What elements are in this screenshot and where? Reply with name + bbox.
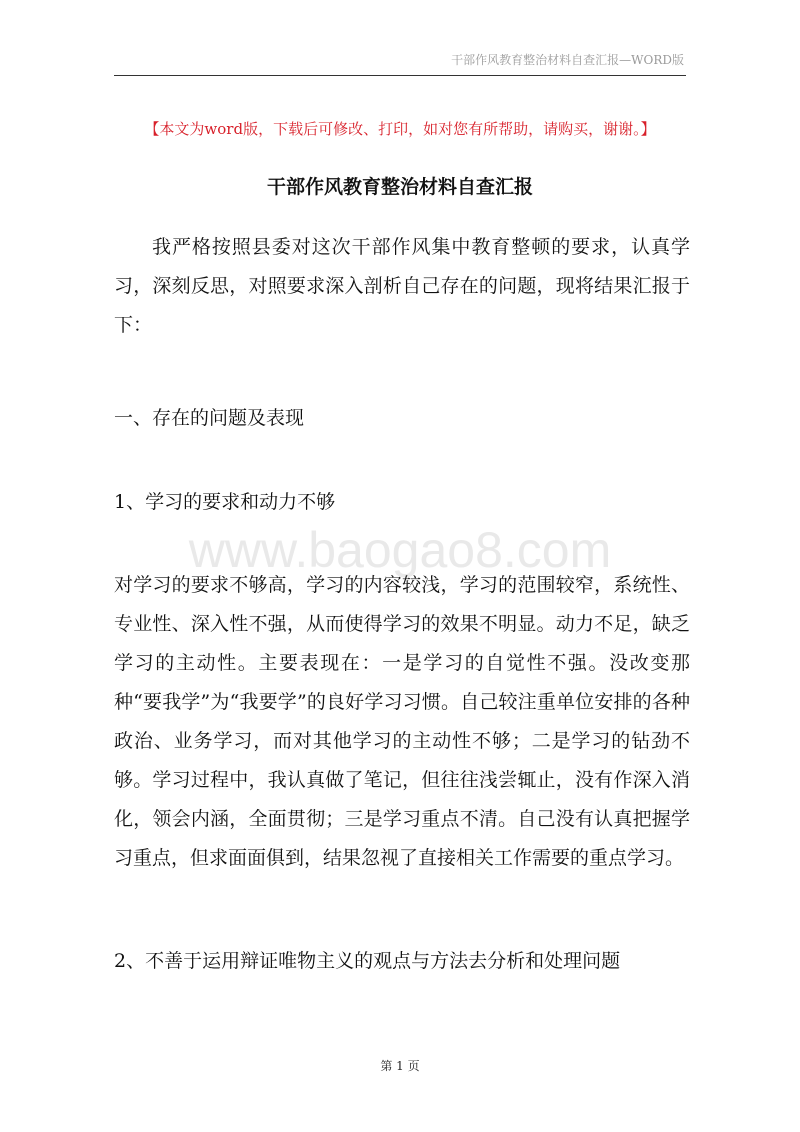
document-title: 干部作风教育整治材料自查汇报 bbox=[266, 176, 533, 198]
watermark: www.baogao8.com bbox=[188, 522, 612, 578]
intro-paragraph: 我严格按照县委对这次干部作风集中教育整顿的要求，认真学习，深刻反思，对照要求深入剖析自己存在的问题，现将结果汇报于下： bbox=[114, 236, 690, 336]
purchase-notice: 【本文为word版，下载后可修改、打印，如对您有所帮助，请购买，谢谢。】 bbox=[144, 120, 656, 138]
section-heading-problems: 一、存在的问题及表现 bbox=[114, 407, 305, 429]
page-number: 第 1 页 bbox=[380, 1059, 420, 1073]
header-title: 干部作风教育整治材料自查汇报—WORD版 bbox=[451, 53, 684, 67]
item-1-paragraph: 对学习的要求不够高，学习的内容较浅，学习的范围较窄，系统性、专业性、深入性不强，从而使得学习的效果不明显。动力不足，缺乏学习的主动性。主要表现在：一是学习的自觉性不强。没改变那种“要我学”为“我要学”的良好学习习惯。自己较注重单位安排的各种政治、业务学习，而对其他学习的主动性不够；二是学习的钻劲不够。学习过程中，我认真做了笔记，但往往浅尝辄止，没有作深入消化，领会内涵，全面贯彻；三是学习重点不清。自己没有认真把握学习重点，但求面面俱到，结果忽视了直接相关工作需要的重点学习。 bbox=[114, 574, 690, 869]
header-divider bbox=[114, 75, 686, 76]
item-heading-1: 1、学习的要求和动力不够 bbox=[114, 491, 336, 513]
item-heading-2: 2、不善于运用辩证唯物主义的观点与方法去分析和处理问题 bbox=[114, 950, 621, 972]
